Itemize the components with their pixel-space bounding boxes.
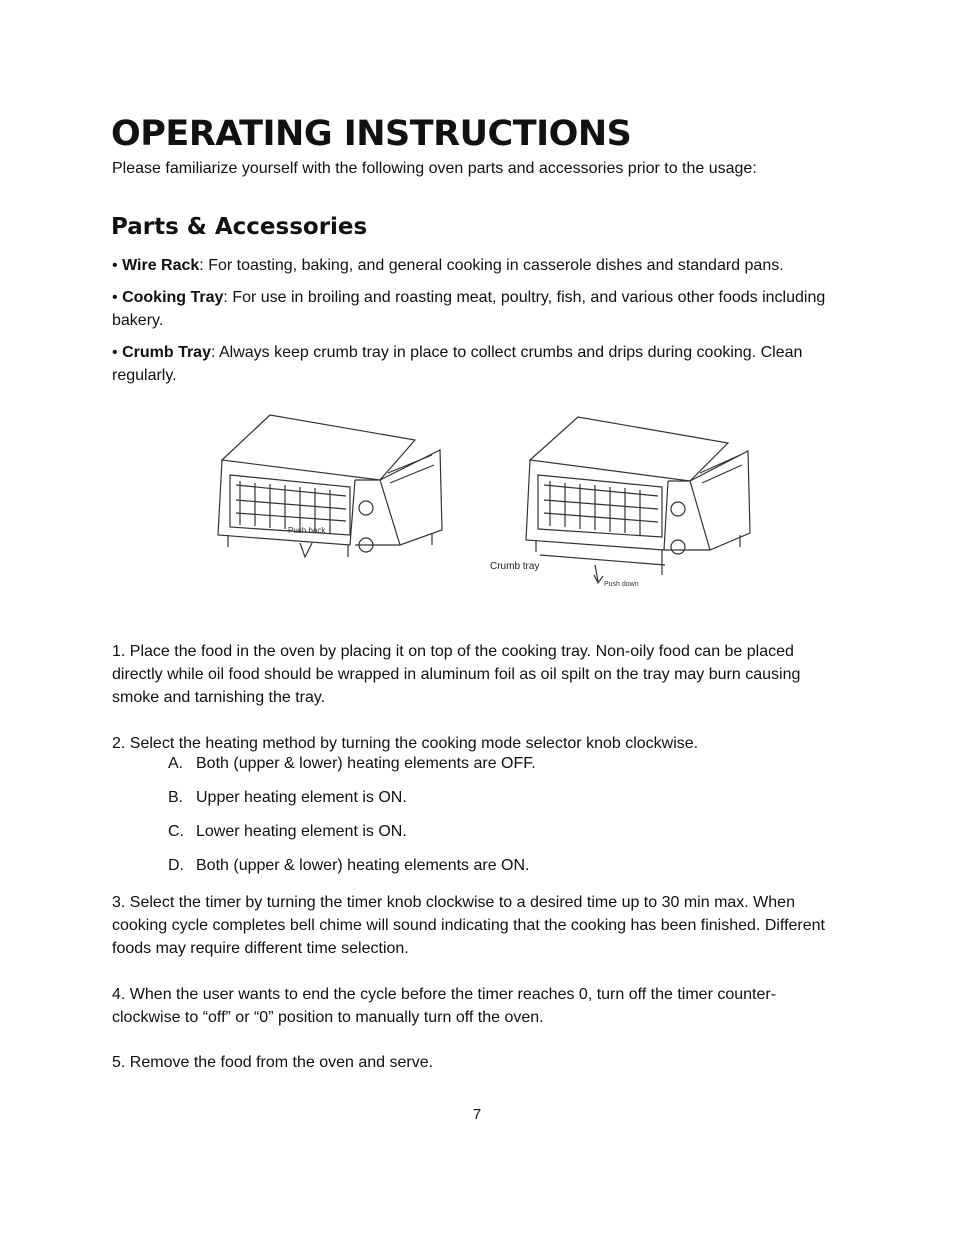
- option-c: [168, 823, 407, 841]
- option-text: Lower heating element is ON.: [196, 823, 407, 840]
- bullet-marker: •: [112, 257, 118, 274]
- bullet-term: Crumb Tray: [122, 344, 211, 361]
- bullet-text: : For use in broiling and roasting meat, poultry, fish, and various other foods including bakery.: [112, 289, 826, 329]
- bullet-term: Cooking Tray: [122, 289, 224, 306]
- step-1: 1. Place the food in the oven by placing it on top of the cooking tray. Non-oily food can be placed directly while oil food should be wrapped in aluminum foil as oil spilt on the tray may burn causing smoke and tarnishing the tray.: [112, 643, 801, 706]
- bullet-crumb-tray: [112, 341, 842, 387]
- bullet-cooking-tray: [112, 286, 842, 332]
- step-5: 5. Remove the food from the oven and serve.: [112, 1054, 434, 1071]
- push-down-label: Push down: [604, 581, 639, 588]
- oven-illustration-right: [526, 417, 750, 583]
- step-2: 2. Select the heating method by turning the cooking mode selector knob clockwise.: [112, 735, 699, 752]
- step-3: 3. Select the timer by turning the timer knob clockwise to a desired time up to 30 min max. When cooking cycle completes bell chime will sound indicating that the cooking has been finished. Different foods may require different time selection.: [112, 894, 825, 957]
- bullet-marker: •: [112, 289, 118, 306]
- step-4: 4. When the user wants to end the cycle before the timer reaches 0, turn off the timer counter-clockwise to “off” or “0” position to manually turn off the oven.: [112, 986, 777, 1026]
- bullet-marker: •: [112, 344, 118, 361]
- oven-illustration-left: [218, 415, 442, 557]
- option-letter: D.: [168, 857, 184, 874]
- option-text: Both (upper & lower) heating elements are ON.: [196, 857, 530, 874]
- option-d: [168, 857, 530, 875]
- option-letter: A.: [168, 755, 184, 772]
- option-a: [168, 755, 536, 773]
- section-heading-parts: Parts & Accessories: [111, 214, 368, 240]
- push-back-label: Push back: [288, 526, 326, 535]
- option-text: Upper heating element is ON.: [196, 789, 407, 806]
- intro-text: Please familiarize yourself with the following oven parts and accessories prior to the usage:: [112, 160, 757, 177]
- option-text: Both (upper & lower) heating elements are OFF.: [196, 755, 536, 772]
- page-number: 7: [472, 1106, 482, 1123]
- oven-figure: [200, 405, 760, 595]
- bullet-wire-rack: [112, 254, 842, 277]
- option-letter: B.: [168, 789, 184, 806]
- option-b: [168, 789, 407, 807]
- bullet-text: : Always keep crumb tray in place to collect crumbs and drips during cooking. Clean regularly.: [112, 344, 803, 384]
- option-letter: C.: [168, 823, 184, 840]
- bullet-term: Wire Rack: [122, 257, 200, 274]
- bullet-text: : For toasting, baking, and general cooking in casserole dishes and standard pans.: [199, 257, 784, 274]
- page-title: OPERATING INSTRUCTIONS: [111, 114, 632, 154]
- crumb-tray-label: Crumb tray: [490, 561, 540, 572]
